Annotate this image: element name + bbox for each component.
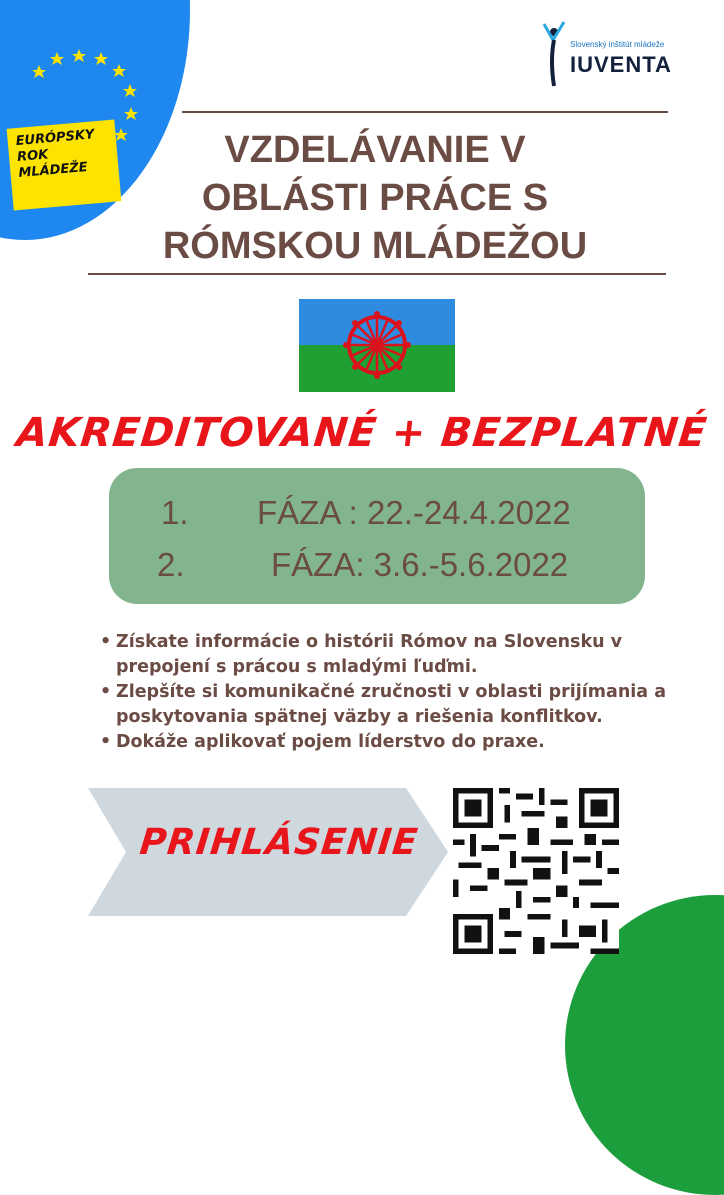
iuventa-logo bbox=[540, 20, 710, 90]
phase-2-dates: FÁZA: 3.6.-5.6.2022 bbox=[271, 546, 569, 583]
title-line-3: RÓMSKOU MLÁDEŽOU bbox=[162, 225, 588, 267]
iuventa-figure-icon bbox=[540, 20, 570, 90]
phase-dates-box bbox=[109, 468, 645, 604]
title-line-2: OBLÁSTI PRÁCE S bbox=[201, 177, 549, 219]
list-item: • Získate informácie o histórii Rómov na Slovensku v prepojení s prácou s mladými ľuďmi. bbox=[100, 630, 680, 680]
bottom-divider bbox=[88, 273, 666, 275]
european-youth-year-logo bbox=[0, 40, 160, 180]
eu-line-3: MLÁDEŽE bbox=[17, 159, 89, 181]
phase-2-number: 2. bbox=[157, 546, 185, 583]
romani-flag-icon bbox=[299, 299, 455, 392]
eu-line-1: EURÓPSKY bbox=[15, 127, 96, 150]
qr-code-icon[interactable] bbox=[453, 788, 619, 954]
iuventa-subtitle: Slovenský inštitút mládeže bbox=[570, 40, 665, 49]
list-item: • Dokáže aplikovať pojem líderstvo do praxe. bbox=[100, 730, 680, 755]
phase-1-number: 1. bbox=[161, 494, 189, 531]
accredited-free-slogan: AKREDITOVANÉ + BEZPLATNÉ bbox=[14, 410, 710, 456]
list-item: • Zlepšíte si komunikačné zručnosti v oblasti prijímania a poskytovania spätnej väzby a riešenia konflitkov. bbox=[100, 680, 680, 730]
title-line-1: VZDELÁVANIE V bbox=[224, 129, 526, 171]
registration-label[interactable]: PRIHLÁSENIE bbox=[137, 822, 421, 863]
eu-year-label bbox=[7, 119, 122, 210]
phase-1-dates: FÁZA : 22.-24.4.2022 bbox=[257, 494, 571, 531]
eu-line-2: ROK bbox=[16, 147, 49, 166]
iuventa-name: IUVENTA bbox=[570, 52, 672, 77]
benefits-list bbox=[100, 630, 680, 755]
top-divider bbox=[182, 111, 668, 113]
page-title bbox=[150, 126, 600, 270]
